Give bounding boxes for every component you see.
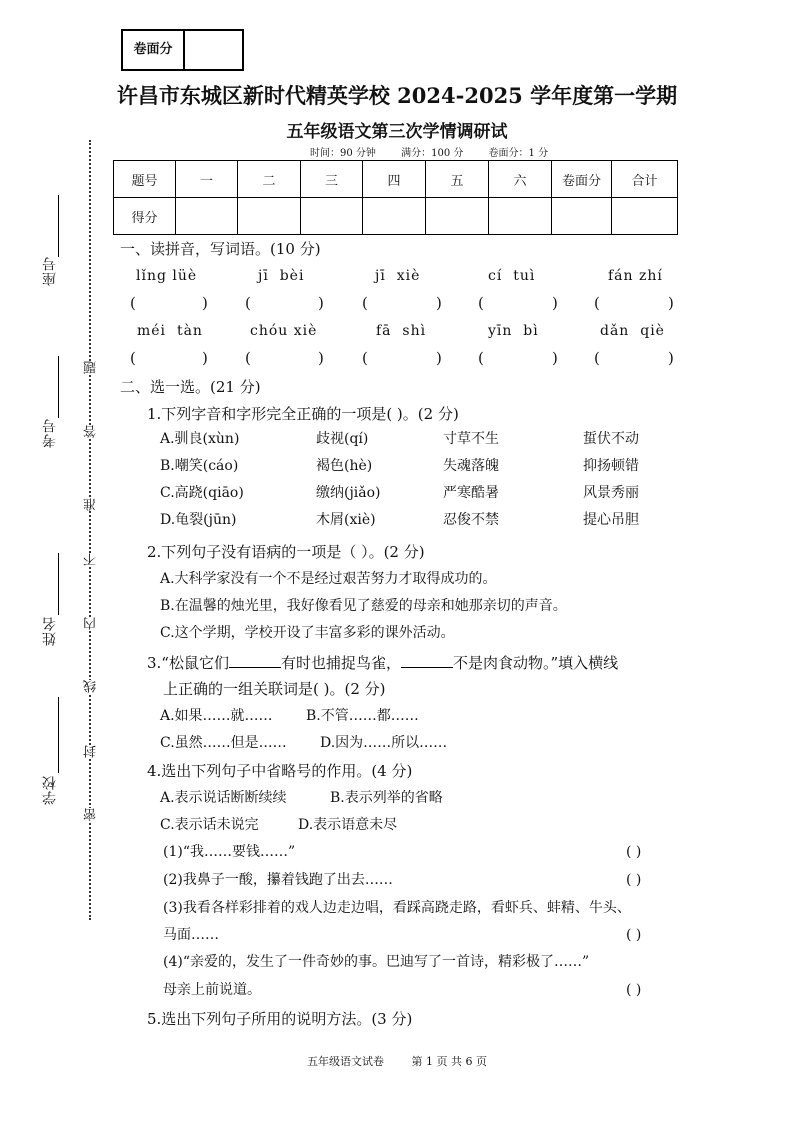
seal-char: 内 bbox=[84, 617, 99, 630]
answer-paren-close: ) bbox=[668, 294, 674, 312]
score-cell: 一 bbox=[176, 161, 238, 198]
q3-stem-part: 不是肉食动物。”填入横线 bbox=[453, 654, 619, 672]
seal-char: 封 bbox=[84, 745, 99, 758]
score-input-cell[interactable] bbox=[612, 198, 678, 235]
q1-option-word: 抑扬顿错 bbox=[583, 458, 639, 474]
q4-item-4: (4)“亲爱的，发生了一件奇妙的事。巴迪写了一首诗，精彩极了……” bbox=[163, 954, 590, 970]
q4-answer-paren[interactable]: ( ) bbox=[626, 927, 642, 943]
q4-option-b: B.表示列举的省略 bbox=[330, 790, 443, 806]
q4-option-d: D.表示语意未尽 bbox=[298, 817, 398, 833]
exam-full-score: 满分：100 分 bbox=[401, 148, 464, 159]
q3-stem-line2: 上正确的一组关联词是( )。(2 分) bbox=[163, 680, 386, 698]
pinyin: chóu xiè bbox=[250, 323, 318, 339]
q3-stem-part: 有时也捕捉鸟雀， bbox=[280, 654, 401, 672]
q1-option-word: 蜇伏不动 bbox=[583, 431, 639, 447]
score-table-header-row bbox=[114, 161, 678, 198]
answer-paren-close: ) bbox=[202, 294, 208, 312]
score-table-score-row bbox=[114, 198, 678, 235]
q1-option-word: 提心吊胆 bbox=[583, 512, 639, 528]
score-input-cell[interactable] bbox=[426, 198, 489, 235]
q1-option-word: 失魂落魄 bbox=[443, 458, 499, 474]
score-cell: 合计 bbox=[612, 161, 678, 198]
score-cell: 二 bbox=[238, 161, 301, 198]
name-label: 姓名 bbox=[42, 616, 58, 646]
pinyin: méi tàn bbox=[137, 323, 203, 339]
score-input-cell[interactable] bbox=[552, 198, 612, 235]
q3-stem-part: 3.“松鼠它们 bbox=[147, 654, 229, 672]
q4-option-c: C.表示话未说完 bbox=[160, 817, 259, 833]
q1-stem: 1.下列字音和字形完全正确的一项是( )。(2 分) bbox=[147, 405, 459, 423]
q3-option-d[interactable]: D.因为……所以…… bbox=[320, 735, 448, 751]
seal-char: 题 bbox=[84, 361, 99, 374]
answer-paren-open: ( bbox=[478, 294, 484, 312]
pinyin: cí tuì bbox=[488, 268, 536, 284]
school-title: 许昌市东城区新时代精英学校 2024-2025 学年度第一学期 bbox=[116, 83, 678, 108]
exam-time: 时间：90 分钟 bbox=[310, 148, 376, 159]
answer-paren-open: ( bbox=[362, 349, 368, 367]
answer-paren-open: ( bbox=[594, 349, 600, 367]
score-cell: 五 bbox=[426, 161, 489, 198]
pinyin: fán zhí bbox=[608, 268, 663, 284]
q1-option-b[interactable]: B.嘲笑(cáo) bbox=[160, 458, 239, 474]
answer-paren-open: ( bbox=[245, 349, 251, 367]
answer-paren-close: ) bbox=[552, 294, 558, 312]
score-input-cell[interactable] bbox=[363, 198, 426, 235]
exam-face-score: 卷面分：1 分 bbox=[488, 148, 549, 159]
q1-option-word: 忍俊不禁 bbox=[443, 512, 499, 528]
q4-answer-paren[interactable]: ( ) bbox=[626, 844, 642, 860]
answer-paren-close: ) bbox=[668, 349, 674, 367]
exam-title: 五年级语文第三次学情调研试 bbox=[286, 122, 508, 142]
score-cell: 六 bbox=[489, 161, 552, 198]
name-line[interactable] bbox=[58, 553, 59, 615]
pinyin: yīn bì bbox=[488, 323, 539, 339]
q3-option-a[interactable]: A.如果……就…… bbox=[160, 708, 273, 724]
section1-title: 一、读拼音，写词语。(10 分) bbox=[120, 240, 321, 258]
answer-paren-open: ( bbox=[362, 294, 368, 312]
q4-item-1: (1)“我……要钱……” bbox=[163, 844, 296, 860]
q2-stem: 2.下列句子没有语病的一项是（ ）。(2 分) bbox=[147, 543, 425, 561]
q1-option-word: 木屑(xiè) bbox=[316, 512, 376, 528]
score-cell: 题号 bbox=[114, 161, 176, 198]
page-footer bbox=[0, 1053, 794, 1069]
q3-blank-2[interactable] bbox=[401, 653, 453, 668]
score-input-cell[interactable] bbox=[238, 198, 301, 235]
q1-option-a[interactable]: A.驯良(xùn) bbox=[160, 431, 240, 447]
q2-option-c[interactable]: C.这个学期，学校开设了丰富多彩的课外活动。 bbox=[160, 625, 455, 641]
q3-stem-line1 bbox=[147, 653, 618, 672]
q4-option-a: A.表示说话断断续续 bbox=[160, 790, 287, 806]
seat-number-line[interactable] bbox=[58, 195, 59, 257]
q3-option-c[interactable]: C.虽然……但是…… bbox=[160, 735, 287, 751]
answer-paren-open: ( bbox=[478, 349, 484, 367]
pinyin: lǐng lüè bbox=[136, 268, 198, 284]
pinyin: jī bèi bbox=[258, 268, 305, 284]
q4-item-4-cont: 母亲上前说道。 bbox=[163, 982, 261, 998]
binding-dotted-line bbox=[89, 140, 91, 920]
q1-option-c[interactable]: C.高跷(qiāo) bbox=[160, 485, 244, 501]
answer-paren-open: ( bbox=[245, 294, 251, 312]
q4-item-2: (2)我鼻子一酸，攥着钱跑了出去…… bbox=[163, 872, 393, 888]
school-line[interactable] bbox=[58, 697, 59, 773]
exam-meta bbox=[310, 144, 570, 159]
face-score-label: 卷面分 bbox=[123, 31, 185, 69]
seal-char: 不 bbox=[84, 553, 99, 566]
answer-paren-open: ( bbox=[594, 294, 600, 312]
pinyin: dǎn qiè bbox=[600, 323, 665, 339]
q4-answer-paren[interactable]: ( ) bbox=[626, 982, 642, 998]
q2-option-a[interactable]: A.大科学家没有一个不是经过艰苦努力才取得成功的。 bbox=[160, 571, 497, 587]
footer-page-number: 第 1 页 共 6 页 bbox=[411, 1055, 487, 1068]
seat-number-label: 座号 bbox=[42, 256, 58, 286]
score-input-cell[interactable] bbox=[176, 198, 238, 235]
answer-paren-close: ) bbox=[436, 294, 442, 312]
answer-paren-close: ) bbox=[202, 349, 208, 367]
seal-char: 线 bbox=[84, 680, 99, 693]
footer-paper-name: 五年级语文试卷 bbox=[307, 1055, 384, 1068]
score-input-cell[interactable] bbox=[489, 198, 552, 235]
score-cell: 四 bbox=[363, 161, 426, 198]
school-label: 学校 bbox=[42, 775, 58, 805]
answer-paren-close: ) bbox=[436, 349, 442, 367]
q2-option-b[interactable]: B.在温馨的烛光里，我好像看见了慈爱的母亲和她那亲切的声音。 bbox=[160, 598, 567, 614]
q1-option-word: 褐色(hè) bbox=[316, 458, 373, 474]
seal-char: 准 bbox=[84, 498, 99, 511]
q1-option-word: 风景秀丽 bbox=[583, 485, 639, 501]
face-score-box bbox=[121, 29, 244, 71]
q5-stem: 5.选出下列句子所用的说明方法。(3 分) bbox=[147, 1010, 413, 1028]
score-table bbox=[113, 160, 678, 235]
answer-paren-open: ( bbox=[130, 349, 136, 367]
seal-char: 答 bbox=[84, 425, 99, 438]
seal-char: 密 bbox=[84, 808, 99, 821]
q1-option-word: 寸草不生 bbox=[443, 431, 499, 447]
section2-title: 二、选一选。(21 分) bbox=[120, 378, 261, 396]
q1-option-word: 歧视(qí) bbox=[316, 431, 369, 447]
score-cell: 卷面分 bbox=[552, 161, 612, 198]
q4-answer-paren[interactable]: ( ) bbox=[626, 872, 642, 888]
pinyin: fā shì bbox=[376, 323, 427, 339]
score-cell: 三 bbox=[301, 161, 363, 198]
q4-item-3: (3)我看各样彩排着的戏人边走边唱，看踩高跷走路，看虾兵、蚌精、牛头、 bbox=[163, 900, 631, 916]
q3-blank-1[interactable] bbox=[229, 653, 281, 668]
q1-option-word: 缴纳(jiǎo) bbox=[316, 485, 381, 501]
answer-paren-close: ) bbox=[552, 349, 558, 367]
q4-item-3-cont: 马面…… bbox=[163, 927, 219, 943]
answer-paren-close: ) bbox=[318, 349, 324, 367]
pinyin: jī xiè bbox=[375, 268, 421, 284]
exam-number-line[interactable] bbox=[58, 356, 59, 418]
q3-option-b[interactable]: B.不管……都…… bbox=[306, 708, 419, 724]
q1-option-word: 严寒酷暑 bbox=[443, 485, 499, 501]
answer-paren-open: ( bbox=[130, 294, 136, 312]
score-input-cell[interactable] bbox=[301, 198, 363, 235]
q4-stem: 4.选出下列句子中省略号的作用。(4 分) bbox=[147, 762, 413, 780]
answer-paren-close: ) bbox=[318, 294, 324, 312]
score-row-label: 得分 bbox=[114, 198, 176, 235]
q1-option-d[interactable]: D.龟裂(jūn) bbox=[160, 512, 237, 528]
exam-number-label: 考号 bbox=[42, 418, 58, 448]
